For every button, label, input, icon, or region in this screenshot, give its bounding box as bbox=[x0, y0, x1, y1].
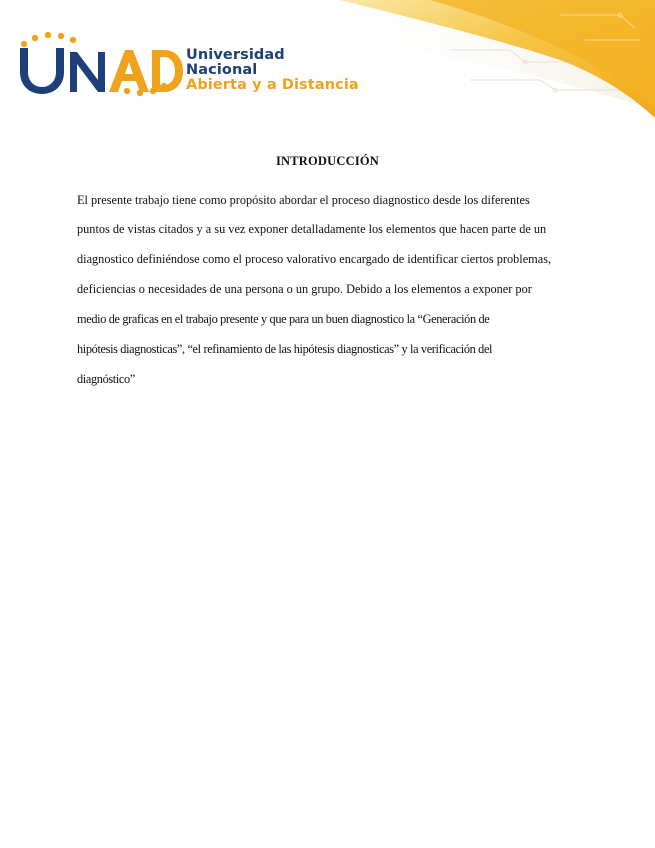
paragraph-line: puntos de vistas citados y a su vez exponer detalladamente los elementos que hacen parte de un bbox=[77, 222, 547, 236]
paragraph-line: diagnóstico” bbox=[77, 372, 135, 386]
logo-line-2: Abierta y a Distancia bbox=[186, 77, 359, 93]
logo-wordmark bbox=[186, 48, 359, 93]
paragraph-line: medio de graficas en el trabajo presente y que para un buen diagnostico la “Generación de bbox=[77, 312, 490, 326]
unad-logo-mark bbox=[14, 30, 184, 100]
paragraph-line: hipótesis diagnosticas”, “el refinamiento de las hipótesis diagnosticas” y la verificación del bbox=[77, 342, 493, 356]
paragraph-line: El presente trabajo tiene como propósito abordar el proceso diagnostico desde los diferentes bbox=[77, 193, 530, 207]
paragraph-line: diagnostico definiéndose como el proceso valorativo encargado de identificar ciertos problemas, bbox=[77, 252, 552, 266]
logo-line-1: Universidad Nacional bbox=[186, 47, 285, 78]
paragraph-line: deficiencias o necesidades de una persona o un grupo. Debido a los elementos a exponer por bbox=[77, 282, 532, 296]
unad-logo bbox=[14, 30, 359, 100]
document-title: INTRODUCCIÓN bbox=[275, 154, 380, 168]
